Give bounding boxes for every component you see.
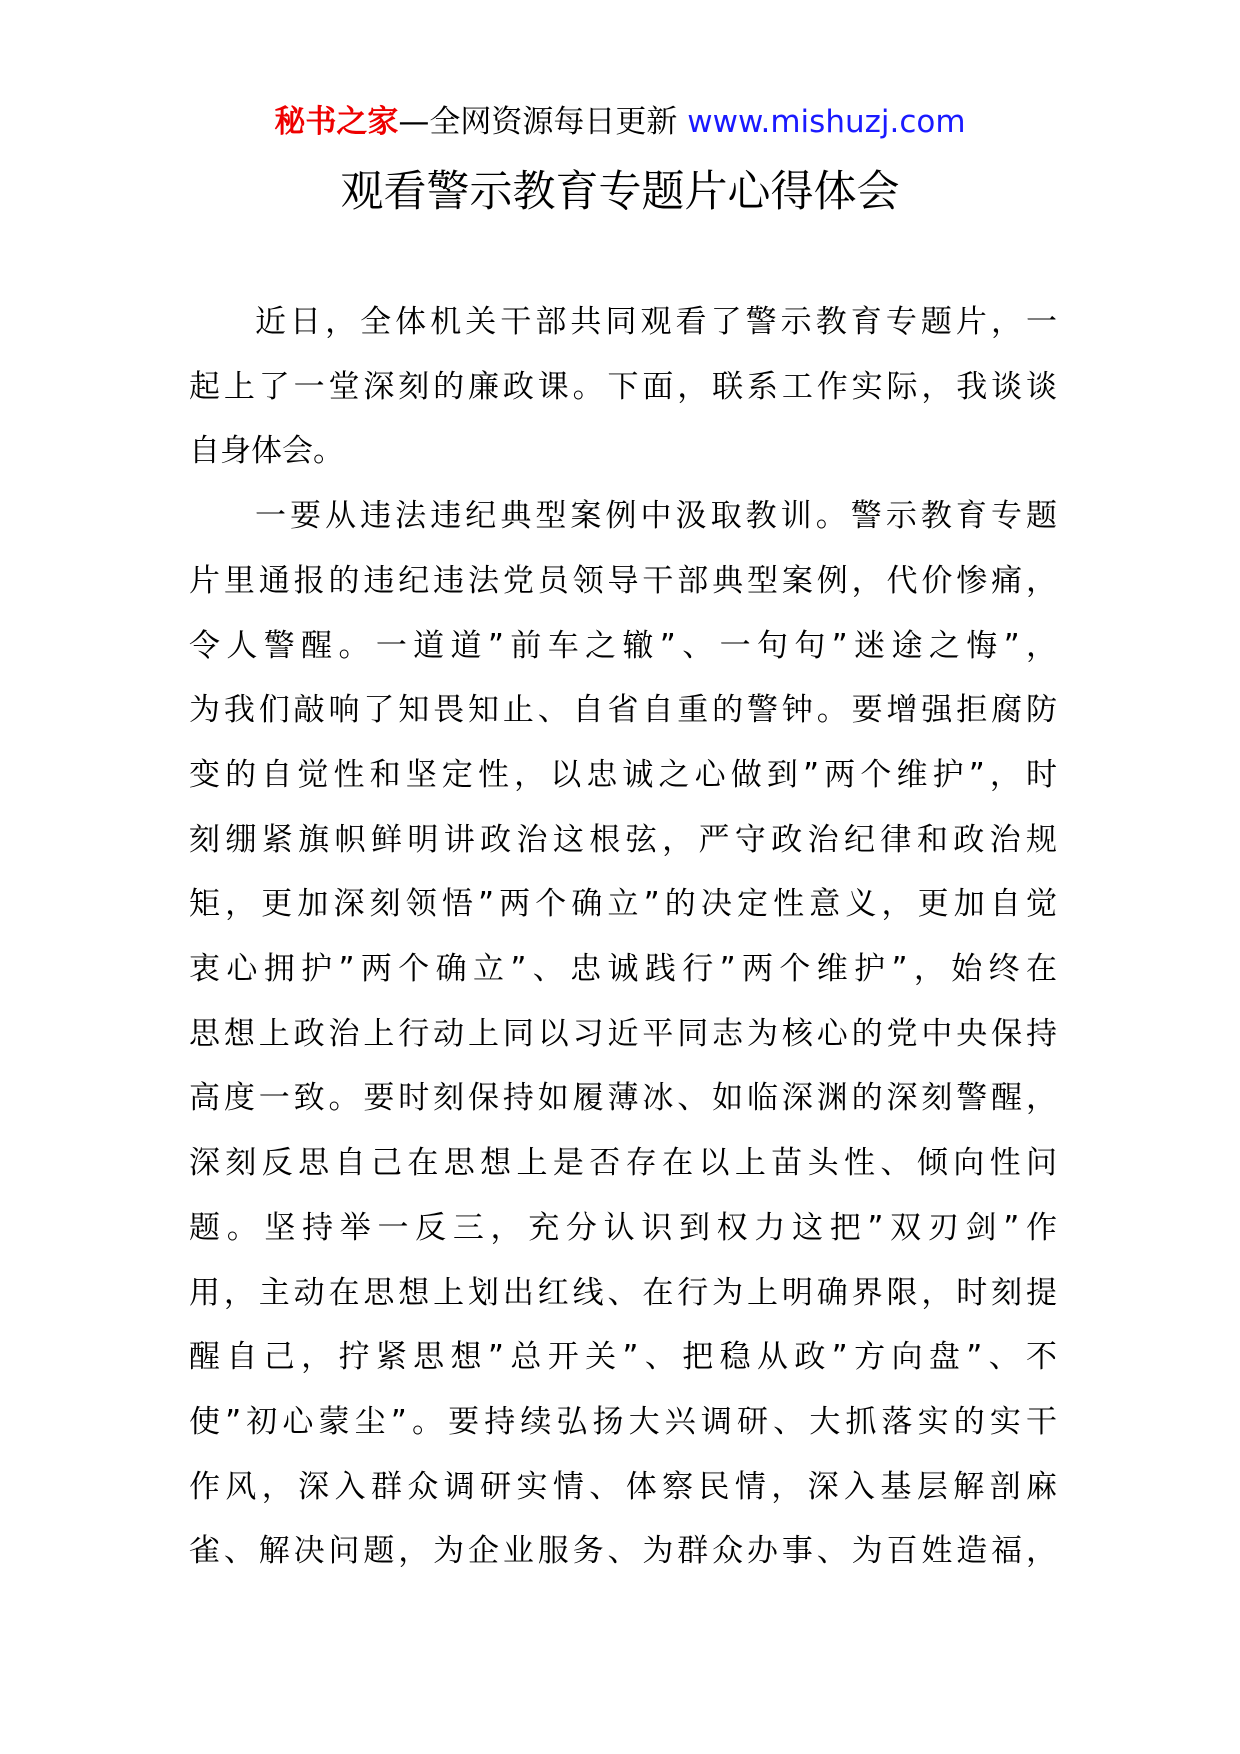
document-title: 观看警示教育专题片心得体会 — [340, 167, 900, 217]
text-line: 作风，深入群众调研实情、体察民情，深入基层解剖麻 — [189, 1468, 1057, 1505]
site-tagline: —全网资源每日更新 — [398, 104, 678, 140]
text-line: 醒自己，拧紧思想”总开关”、把稳从政”方向盘”、不 — [189, 1339, 1057, 1376]
text-line: 题。坚持举一反三，充分认识到权力这把”双刃剑”作 — [189, 1209, 1057, 1246]
site-brand: 秘书之家 — [274, 104, 399, 140]
text-line: 变的自觉性和坚定性，以忠诚之心做到”两个维护”，时 — [189, 756, 1057, 793]
text-line: 刻绷紧旗帜鲜明讲政治这根弦，严守政治纪律和政治规 — [189, 821, 1057, 858]
paragraph-intro — [189, 290, 1057, 484]
paragraph-point-one — [189, 484, 1057, 1584]
text-line: 使”初心蒙尘”。要持续弘扬大兴调研、大抓落实的实干 — [189, 1403, 1057, 1440]
text-line: 近日，全体机关干部共同观看了警示教育专题片，一 — [255, 304, 1057, 340]
text-line: 为我们敲响了知畏知止、自省自重的警钟。要增强拒腐防 — [189, 692, 1057, 729]
text-line: 高度一致。要时刻保持如履薄冰、如临深渊的深刻警醒， — [189, 1080, 1057, 1117]
text-line: 衷心拥护”两个确立”、忠诚践行”两个维护”，始终在 — [189, 951, 1057, 988]
text-line: 片里通报的违纪违法党员领导干部典型案例，代价惨痛， — [189, 562, 1057, 599]
site-url-link[interactable]: www.mishuzj.com — [687, 104, 966, 140]
text-line: 令人警醒。一道道”前车之辙”、一句句”迷途之悔”， — [189, 627, 1057, 664]
text-line: 思想上政治上行动上同以习近平同志为核心的党中央保持 — [189, 1015, 1057, 1052]
text-line: 起上了一堂深刻的廉政课。下面，联系工作实际，我谈谈 — [189, 368, 1057, 405]
text-line: 自身体会。 — [189, 433, 344, 470]
text-line: 雀、解决问题，为企业服务、为群众办事、为百姓造福， — [189, 1533, 1057, 1570]
text-line: 矩，更加深刻领悟”两个确立”的决定性意义，更加自觉 — [189, 886, 1057, 923]
text-line: 深刻反思自己在思想上是否存在以上苗头性、倾向性问 — [189, 1145, 1057, 1182]
text-line: 用，主动在思想上划出红线、在行为上明确界限，时刻提 — [189, 1274, 1057, 1311]
site-header — [0, 100, 1240, 144]
text-line: 一要从违法违纪典型案例中汲取教训。警示教育专题 — [255, 498, 1057, 535]
document-body — [189, 290, 1057, 1584]
